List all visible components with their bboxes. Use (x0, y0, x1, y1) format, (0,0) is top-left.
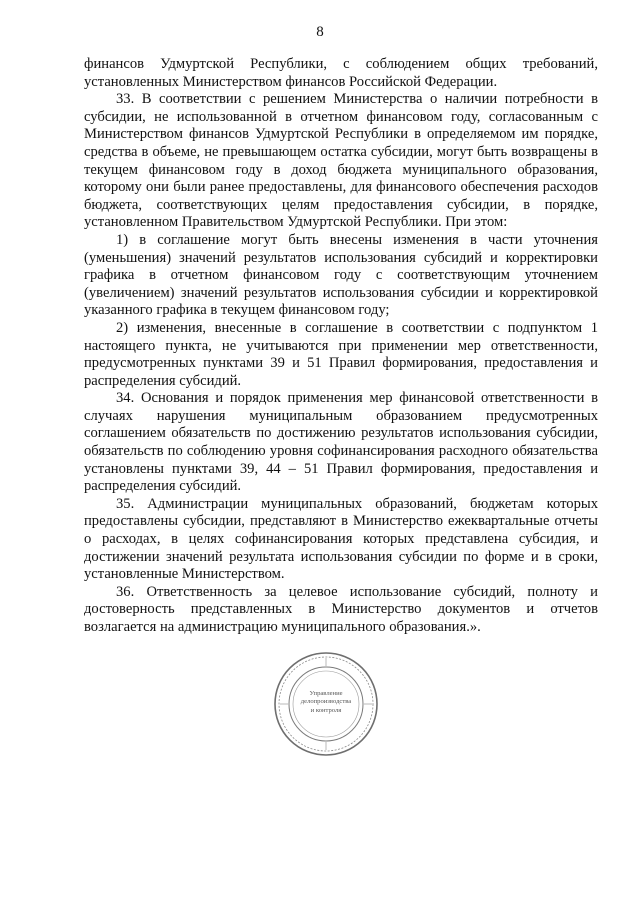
paragraph-item-36: 36. Ответственность за целевое использование субсидий, полноту и достоверность представленных в Министерство документов и отчетов возлагается на администрацию муниципального образования.». (84, 583, 598, 635)
paragraph-item-35: 35. Администрации муниципальных образований, бюджетам которых предоставлены субсидии, представляют в Министерство ежеквартальные отчеты о расходах, в целях софинансирования которых представлена субсидия, и достижении значений результата использования субсидии по форме и в сроки, установленные Министерством. (84, 495, 598, 583)
paragraph-item-34: 34. Основания и порядок применения мер финансовой ответственности в случаях нарушения муниципальным образованием предусмотренных соглашением обязательств по достижению результатов использования субсидии, обязательств по соблюдению уровня софинансирования расходного обязательства установлены пунктами 39, 44 – 51 Правил формирования, предоставления и распределения субсидий. (84, 390, 598, 495)
stamp-inner-text: Управление делопроизводства и контроля (300, 690, 352, 714)
official-stamp (272, 650, 380, 758)
page-number: 8 (316, 24, 324, 40)
document-body (84, 56, 598, 637)
paragraph-subitem-1: 1) в соглашение могут быть внесены изменения в части уточнения (уменьшения) значений результатов использования субсидий и корректировки графика в отчетном финансовом году с соответствующим уточнением (увеличением) значений результатов использования субсидии и корректировкой указанного графика в текущем финансовом году; (84, 231, 598, 319)
paragraph-continuation: финансов Удмуртской Республики, с соблюдением общих требований, установленных Министерством финансов Российской Федерации. (84, 56, 598, 90)
paragraph-subitem-2: 2) изменения, внесенные в соглашение в соответствии с подпунктом 1 настоящего пункта, не учитываются при применении мер ответственности, предусмотренных пунктами 39 и 51 Правил формирования, предоставления и распределения субсидий. (84, 319, 598, 389)
paragraph-item-33: 33. В соответствии с решением Министерства о наличии потребности в субсидии, не использованной в отчетном финансовом году, согласованным с Министерством финансов Удмуртской Республики в определяемом им порядке, средства в объеме, не превышающем остатка субсидии, могут быть возвращены в текущем финансовом году в доход бюджета муниципального образования, которому они были ранее предоставлены, для финансового обеспечения расходов бюджета, соответствующих целям предоставления субсидии, в порядке, установленном Правительством Удмуртской Республики. При этом: (84, 91, 598, 231)
